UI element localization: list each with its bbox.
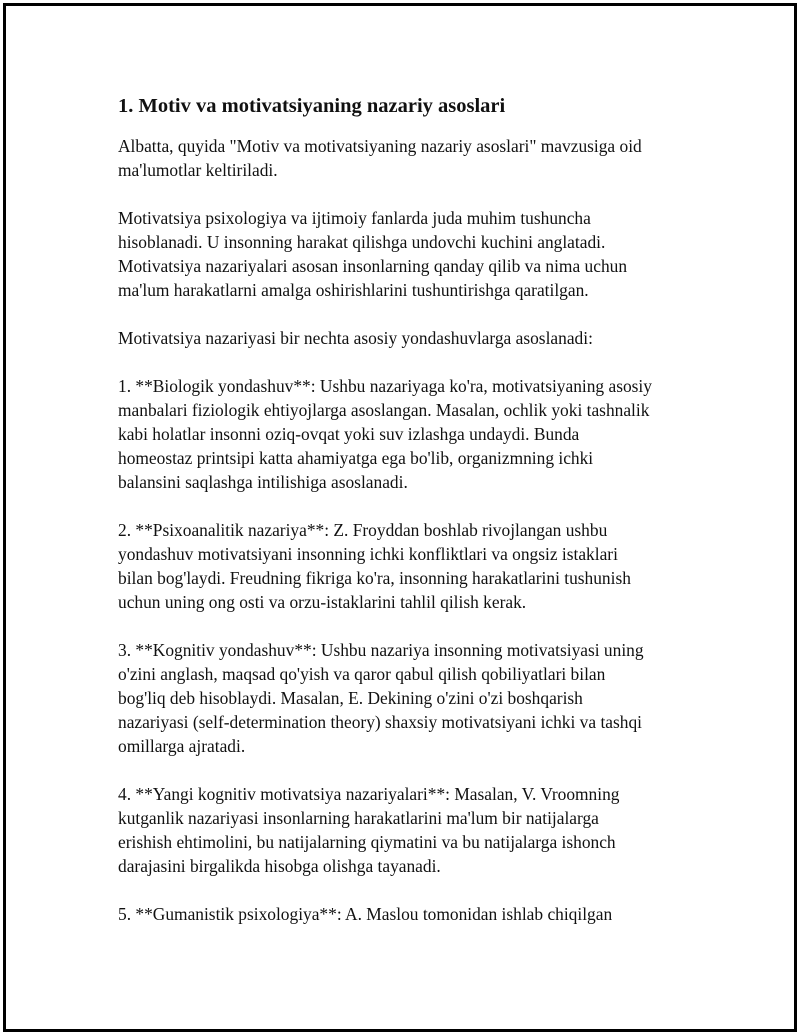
- list-item-biological: 1. **Biologik yondashuv**: Ushbu nazariyaga ko'ra, motivatsiyaning asosiy manbalari fiziologik ehtiyojlarga asoslangan. Masalan, ochlik yoki tashnalik kabi holatlar insonni oziq-ovqat yoki suv izlashga undaydi. Bunda homeostaz printsipi katta ahamiyatga ega bo'lib, organizmning ichki balansini saqlashga intilishiga asoslanadi.: [118, 376, 652, 492]
- approaches-lead-paragraph: Motivatsiya nazariyasi bir nechta asosiy yondashuvlarga asoslanadi:: [118, 328, 593, 348]
- intro-paragraph: Albatta, quyida "Motiv va motivatsiyaning nazariy asoslari" mavzusiga oid ma'lumotlar keltiriladi.: [118, 136, 642, 180]
- list-item-psychoanalytic: 2. **Psixoanalitik nazariya**: Z. Froyddan boshlab rivojlangan ushbu yondashuv motivatsiyani insonning ichki konfliktlari va ongsiz istaklari bilan bog'laydi. Freudning fikriga ko'ra, insonning harakatlarini tushunish uchun uning ong osti va orzu-istaklarini tahlil qilish kerak.: [118, 520, 631, 612]
- list-item-cognitive: 3. **Kognitiv yondashuv**: Ushbu nazariya insonning motivatsiyasi uning o'zini anglash, maqsad qo'yish va qaror qabul qilish qobiliyatlari bilan bog'liq deb hisoblaydi. Masalan, E. Dekining o'zini o'zi boshqarish nazariyasi (self-determination theory) shaxsiy motivatsiyani ichki va tashqi omillarga ajratadi.: [118, 640, 644, 756]
- list-item-humanistic: 5. **Gumanistik psixologiya**: A. Maslou tomonidan ishlab chiqilgan: [118, 904, 613, 924]
- section-heading: 1. Motiv va motivatsiyaning nazariy asoslari: [118, 95, 506, 117]
- list-item-new-cognitive: 4. **Yangi kognitiv motivatsiya nazariyalari**: Masalan, V. Vroomning kutganlik nazariyasi insonlarning harakatlarini ma'lum bir natijalarga erishish ehtimolini, bu natijalarning qiymatini va bu natijalarga ishonch darajasini birgalikda hisobga olishga tayanadi.: [118, 784, 620, 876]
- document-body: [118, 93, 698, 950]
- definition-paragraph: Motivatsiya psixologiya va ijtimoiy fanlarda juda muhim tushuncha hisoblanadi. U insonning harakat qilishga undovchi kuchini anglatadi. Motivatsiya nazariyalari asosan insonlarning qanday qilib va nima uchun ma'lum harakatlarni amalga oshirishlarini tushuntirishga qaratilgan.: [118, 208, 628, 300]
